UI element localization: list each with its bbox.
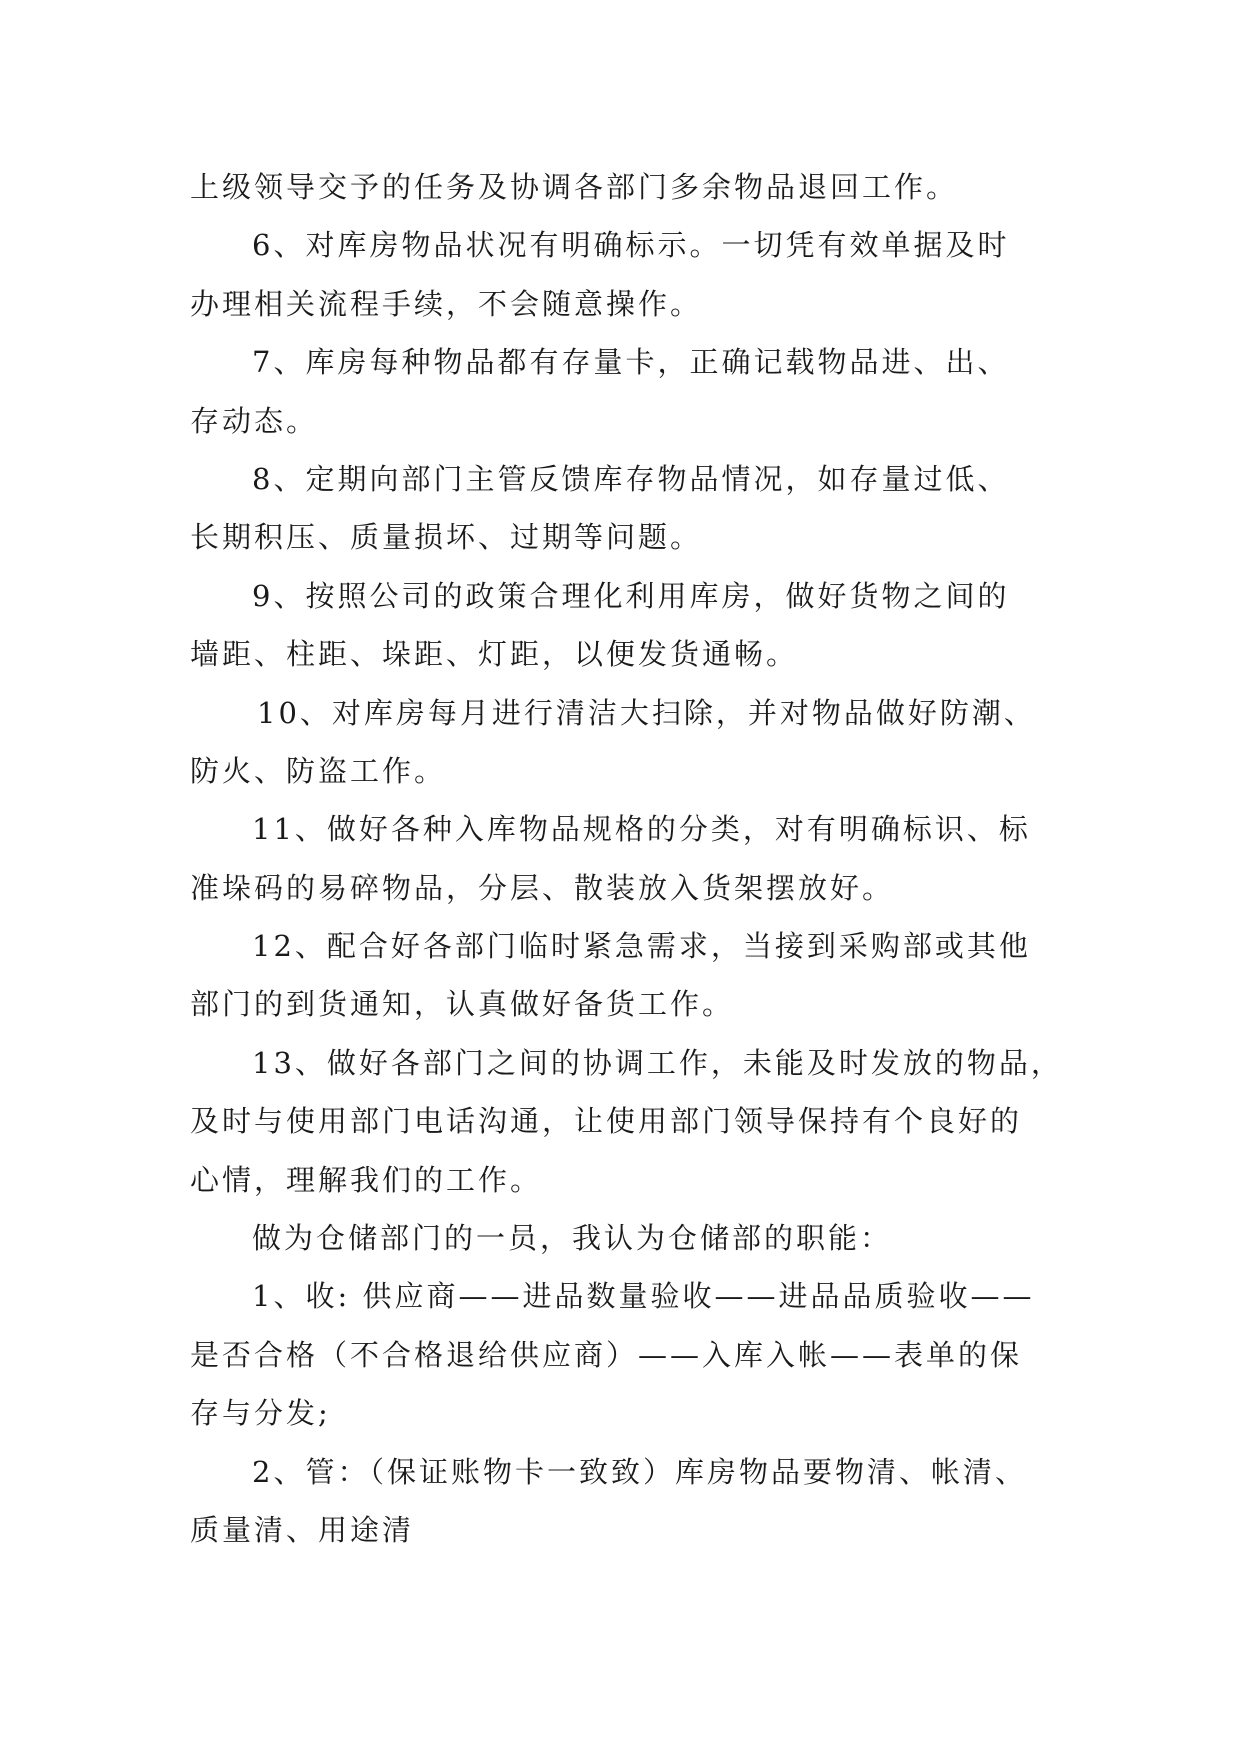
text-line: 心情，理解我们的工作。	[190, 1162, 543, 1197]
text-line: 及时与使用部门电话沟通，让使用部门领导保持有个良好的	[190, 1104, 1023, 1139]
text-line: 质量清、用途清	[190, 1512, 415, 1547]
text-line: 部门的到货通知，认真做好备货工作。	[190, 987, 735, 1022]
text-line: 11、做好各种入库物品规格的分类，对有明确标识、标	[252, 812, 1031, 847]
text-line: 7、库房每种物品都有存量卡，正确记载物品进、出、	[252, 345, 1010, 380]
text-line: 墙距、柱距、垛距、灯距，以便发货通畅。	[190, 637, 799, 672]
text-line: 准垛码的易碎物品，分层、散装放入货架摆放好。	[190, 870, 895, 905]
text-line: 2、管：（保证账物卡一致致）库房物品要物清、帐清、	[252, 1454, 1027, 1489]
text-line: 做为仓储部门的一员，我认为仓储部的职能：	[252, 1221, 893, 1256]
text-line: 13、做好各部门之间的协调工作，未能及时发放的物品，	[252, 1045, 1063, 1080]
text-line: 上级领导交予的任务及协调各部门多余物品退回工作。	[190, 170, 959, 204]
text-line: 10、对库房每月进行清洁大扫除，并对物品做好防潮、	[257, 695, 1036, 730]
text-line: 8、定期向部门主管反馈库存物品情况，如存量过低、	[252, 461, 1010, 496]
text-line: 存与分发;	[190, 1396, 331, 1431]
document-body	[190, 158, 1070, 1559]
text-line: 1、收: 供应商——进品数量验收——进品品质验收——	[252, 1279, 1035, 1314]
text-line: 长期积压、质量损坏、过期等问题。	[190, 520, 703, 555]
text-line: 9、按照公司的政策合理化利用库房，做好货物之间的	[252, 578, 1010, 613]
text-line: 办理相关流程手续，不会随意操作。	[190, 286, 703, 321]
text-line: 12、配合好各部门临时紧急需求，当接到采购部或其他	[252, 929, 1031, 964]
text-line: 6、对库房物品状况有明确标示。一切凭有效单据及时	[252, 228, 1010, 263]
text-line: 是否合格（不合格退给供应商）——入库入帐——表单的保	[190, 1337, 1023, 1372]
text-line: 防火、防盗工作。	[190, 753, 447, 788]
text-line: 存动态。	[190, 403, 319, 438]
